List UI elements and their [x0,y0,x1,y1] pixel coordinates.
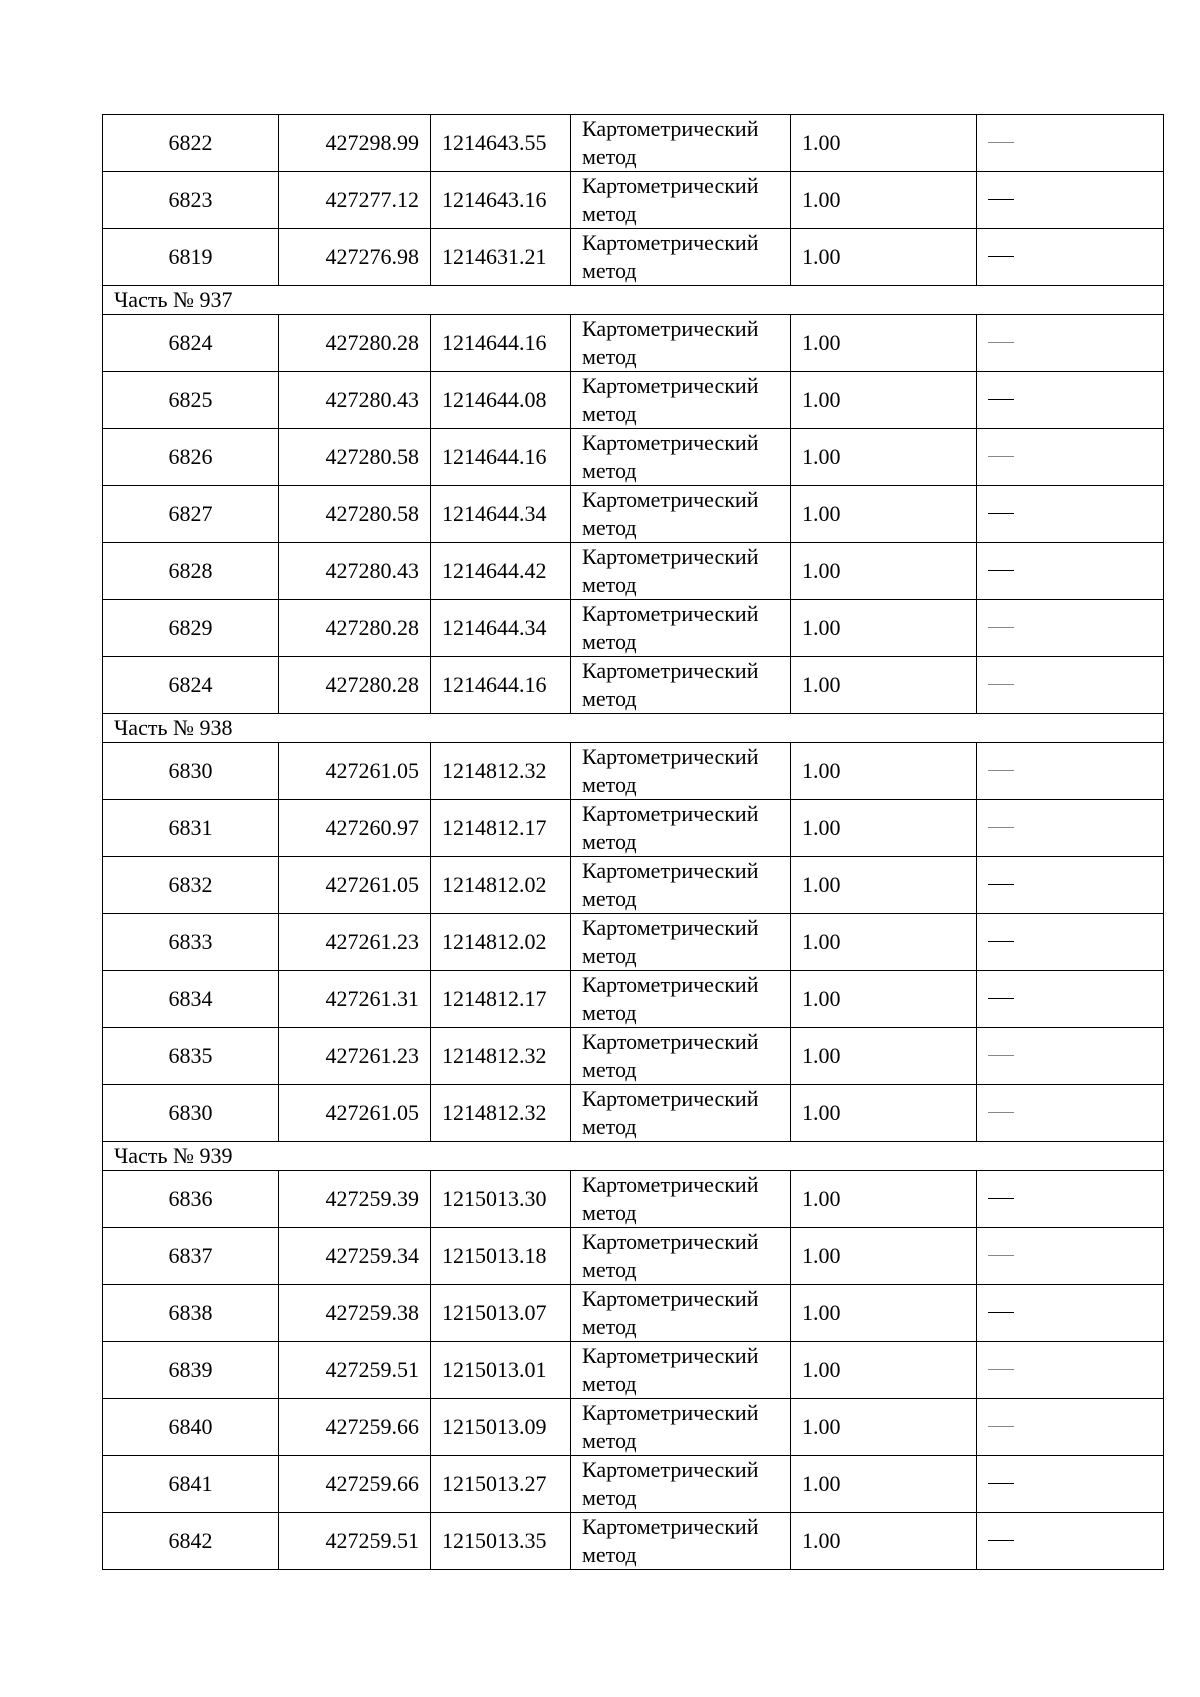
table-row [103,1399,1164,1456]
coordinate-x: 427280.43 [279,543,431,600]
table-row [103,1513,1164,1570]
method-line-1: Картометрический [582,1086,759,1111]
point-description [977,857,1164,914]
point-number: 6833 [103,914,279,971]
table-row [103,1028,1164,1085]
point-description [977,372,1164,429]
determination-method [571,800,791,857]
determination-method [571,743,791,800]
point-number: 6842 [103,1513,279,1570]
method-line-1: Картометрический [582,316,759,341]
accuracy-value: 1.00 [791,429,977,486]
determination-method [571,315,791,372]
table-row [103,857,1164,914]
point-description [977,743,1164,800]
determination-method [571,971,791,1028]
determination-method [571,657,791,714]
method-line-1: Картометрический [582,1343,759,1368]
point-description [977,486,1164,543]
table-row [103,743,1164,800]
method-line-1: Картометрический [582,544,759,569]
coordinate-x: 427261.23 [279,1028,431,1085]
accuracy-value: 1.00 [791,1085,977,1142]
coordinates-table-body [103,115,1164,1570]
table-row [103,1285,1164,1342]
method-line-1: Картометрический [582,1286,759,1311]
point-description [977,914,1164,971]
coordinate-y: 1214644.34 [431,600,571,657]
coordinate-x: 427280.28 [279,657,431,714]
determination-method [571,857,791,914]
point-description [977,971,1164,1028]
section-label: Часть № 937 [103,286,1164,315]
table-row [103,229,1164,286]
em-dash [988,456,1014,457]
coordinate-x: 427260.97 [279,800,431,857]
coordinate-y: 1214812.32 [431,1028,571,1085]
coordinates-table [102,114,1164,1570]
em-dash [988,1483,1014,1484]
coordinate-x: 427280.28 [279,315,431,372]
coordinate-x: 427280.28 [279,600,431,657]
table-row [103,914,1164,971]
coordinate-x: 427259.66 [279,1399,431,1456]
em-dash [988,627,1014,628]
method-line-2: метод [582,943,637,968]
coordinate-y: 1214644.16 [431,315,571,372]
point-number: 6839 [103,1342,279,1399]
accuracy-value: 1.00 [791,486,977,543]
method-line-2: метод [582,401,637,426]
determination-method [571,429,791,486]
method-line-1: Картометрический [582,658,759,683]
coordinate-y: 1215013.01 [431,1342,571,1399]
method-line-2: метод [582,1200,637,1225]
coordinate-y: 1214644.08 [431,372,571,429]
point-number: 6824 [103,315,279,372]
point-description [977,315,1164,372]
coordinate-y: 1215013.18 [431,1228,571,1285]
section-header-row [103,714,1164,743]
method-line-2: метод [582,201,637,226]
accuracy-value: 1.00 [791,857,977,914]
point-description [977,657,1164,714]
point-description [977,1085,1164,1142]
point-description [977,1399,1164,1456]
table-row [103,429,1164,486]
section-header-row [103,1142,1164,1171]
method-line-1: Картометрический [582,744,759,769]
determination-method [571,115,791,172]
method-line-2: метод [582,772,637,797]
point-number: 6819 [103,229,279,286]
method-line-1: Картометрический [582,173,759,198]
method-line-2: метод [582,1057,637,1082]
table-row [103,1171,1164,1228]
em-dash [988,998,1014,999]
table-row [103,1228,1164,1285]
determination-method [571,543,791,600]
accuracy-value: 1.00 [791,971,977,1028]
method-line-1: Картометрический [582,1400,759,1425]
method-line-1: Картометрический [582,972,759,997]
point-description [977,229,1164,286]
point-description [977,543,1164,600]
point-number: 6825 [103,372,279,429]
coordinate-y: 1214812.17 [431,971,571,1028]
accuracy-value: 1.00 [791,1028,977,1085]
point-number: 6837 [103,1228,279,1285]
accuracy-value: 1.00 [791,743,977,800]
accuracy-value: 1.00 [791,600,977,657]
determination-method [571,1399,791,1456]
coordinate-x: 427259.39 [279,1171,431,1228]
coordinate-x: 427259.66 [279,1456,431,1513]
method-line-2: метод [582,1000,637,1025]
em-dash [988,884,1014,885]
em-dash [988,1540,1014,1541]
point-description [977,1171,1164,1228]
method-line-2: метод [582,144,637,169]
method-line-2: метод [582,629,637,654]
point-description [977,115,1164,172]
point-number: 6835 [103,1028,279,1085]
determination-method [571,1171,791,1228]
accuracy-value: 1.00 [791,229,977,286]
em-dash [988,399,1014,400]
method-line-1: Картометрический [582,373,759,398]
coordinate-y: 1214812.32 [431,743,571,800]
em-dash [988,1369,1014,1370]
method-line-2: метод [582,1114,637,1139]
method-line-2: метод [582,829,637,854]
coordinate-y: 1214643.16 [431,172,571,229]
point-description [977,1028,1164,1085]
point-number: 6827 [103,486,279,543]
point-number: 6838 [103,1285,279,1342]
accuracy-value: 1.00 [791,543,977,600]
em-dash [988,1055,1014,1056]
table-row [103,543,1164,600]
point-description [977,172,1164,229]
point-description [977,1456,1164,1513]
coordinate-x: 427298.99 [279,115,431,172]
point-number: 6841 [103,1456,279,1513]
method-line-1: Картометрический [582,601,759,626]
point-number: 6822 [103,115,279,172]
accuracy-value: 1.00 [791,372,977,429]
point-number: 6831 [103,800,279,857]
em-dash [988,199,1014,200]
coordinate-y: 1214812.17 [431,800,571,857]
method-line-1: Картометрический [582,116,759,141]
coordinate-y: 1214812.02 [431,857,571,914]
coordinate-y: 1214812.02 [431,914,571,971]
determination-method [571,1028,791,1085]
accuracy-value: 1.00 [791,1171,977,1228]
table-row [103,1456,1164,1513]
em-dash [988,770,1014,771]
point-description [977,600,1164,657]
method-line-2: метод [582,1314,637,1339]
em-dash [988,513,1014,514]
coordinate-y: 1214644.42 [431,543,571,600]
accuracy-value: 1.00 [791,315,977,372]
point-number: 6834 [103,971,279,1028]
table-row [103,657,1164,714]
method-line-1: Картометрический [582,487,759,512]
method-line-1: Картометрический [582,1172,759,1197]
method-line-1: Картометрический [582,430,759,455]
method-line-2: метод [582,686,637,711]
accuracy-value: 1.00 [791,1228,977,1285]
method-line-1: Картометрический [582,801,759,826]
accuracy-value: 1.00 [791,115,977,172]
determination-method [571,1285,791,1342]
determination-method [571,1085,791,1142]
table-row [103,1085,1164,1142]
section-label: Часть № 939 [103,1142,1164,1171]
determination-method [571,914,791,971]
point-number: 6824 [103,657,279,714]
coordinate-x: 427259.51 [279,1342,431,1399]
coordinate-x: 427259.34 [279,1228,431,1285]
accuracy-value: 1.00 [791,1342,977,1399]
method-line-2: метод [582,458,637,483]
table-row [103,315,1164,372]
accuracy-value: 1.00 [791,914,977,971]
table-row [103,115,1164,172]
point-number: 6830 [103,1085,279,1142]
em-dash [988,941,1014,942]
method-line-2: метод [582,1257,637,1282]
point-number: 6832 [103,857,279,914]
determination-method [571,1342,791,1399]
coordinate-x: 427261.05 [279,743,431,800]
point-number: 6823 [103,172,279,229]
determination-method [571,229,791,286]
point-description [977,1342,1164,1399]
coordinate-y: 1214644.16 [431,429,571,486]
method-line-1: Картометрический [582,1457,759,1482]
coordinate-x: 427280.43 [279,372,431,429]
accuracy-value: 1.00 [791,657,977,714]
em-dash [988,1312,1014,1313]
accuracy-value: 1.00 [791,1456,977,1513]
accuracy-value: 1.00 [791,1399,977,1456]
table-row [103,971,1164,1028]
coordinate-x: 427277.12 [279,172,431,229]
em-dash [988,256,1014,257]
coordinate-y: 1214643.55 [431,115,571,172]
point-number: 6840 [103,1399,279,1456]
table-row [103,1342,1164,1399]
coordinate-x: 427280.58 [279,429,431,486]
point-description [977,429,1164,486]
determination-method [571,172,791,229]
coordinate-x: 427259.51 [279,1513,431,1570]
method-line-2: метод [582,258,637,283]
method-line-2: метод [582,1485,637,1510]
em-dash [988,142,1014,143]
em-dash [988,1426,1014,1427]
table-row [103,486,1164,543]
table-row [103,172,1164,229]
method-line-2: метод [582,515,637,540]
accuracy-value: 1.00 [791,800,977,857]
method-line-1: Картометрический [582,1029,759,1054]
method-line-1: Картометрический [582,858,759,883]
section-label: Часть № 938 [103,714,1164,743]
method-line-1: Картометрический [582,915,759,940]
point-number: 6826 [103,429,279,486]
accuracy-value: 1.00 [791,1285,977,1342]
coordinate-y: 1214812.32 [431,1085,571,1142]
method-line-2: метод [582,1371,637,1396]
coordinate-x: 427276.98 [279,229,431,286]
coordinate-x: 427261.31 [279,971,431,1028]
method-line-1: Картометрический [582,230,759,255]
coordinate-y: 1215013.09 [431,1399,571,1456]
coordinate-y: 1215013.35 [431,1513,571,1570]
table-row [103,600,1164,657]
coordinate-x: 427261.05 [279,857,431,914]
point-number: 6836 [103,1171,279,1228]
method-line-2: метод [582,344,637,369]
point-description [977,800,1164,857]
em-dash [988,1112,1014,1113]
determination-method [571,600,791,657]
table-row [103,372,1164,429]
coordinate-y: 1214644.34 [431,486,571,543]
determination-method [571,1228,791,1285]
accuracy-value: 1.00 [791,1513,977,1570]
point-description [977,1285,1164,1342]
method-line-1: Картометрический [582,1514,759,1539]
determination-method [571,486,791,543]
determination-method [571,372,791,429]
coordinate-x: 427259.38 [279,1285,431,1342]
point-number: 6830 [103,743,279,800]
em-dash [988,342,1014,343]
point-description [977,1513,1164,1570]
em-dash [988,1255,1014,1256]
coordinate-x: 427280.58 [279,486,431,543]
determination-method [571,1456,791,1513]
em-dash [988,1198,1014,1199]
coordinate-y: 1215013.07 [431,1285,571,1342]
coordinate-x: 427261.05 [279,1085,431,1142]
method-line-1: Картометрический [582,1229,759,1254]
method-line-2: метод [582,886,637,911]
accuracy-value: 1.00 [791,172,977,229]
em-dash [988,684,1014,685]
method-line-2: метод [582,572,637,597]
determination-method [571,1513,791,1570]
coordinate-x: 427261.23 [279,914,431,971]
point-number: 6828 [103,543,279,600]
coordinate-y: 1214644.16 [431,657,571,714]
em-dash [988,570,1014,571]
coordinate-y: 1215013.30 [431,1171,571,1228]
point-number: 6829 [103,600,279,657]
em-dash [988,827,1014,828]
method-line-2: метод [582,1428,637,1453]
table-row [103,800,1164,857]
point-description [977,1228,1164,1285]
coordinate-y: 1214631.21 [431,229,571,286]
coordinate-y: 1215013.27 [431,1456,571,1513]
section-header-row [103,286,1164,315]
method-line-2: метод [582,1542,637,1567]
